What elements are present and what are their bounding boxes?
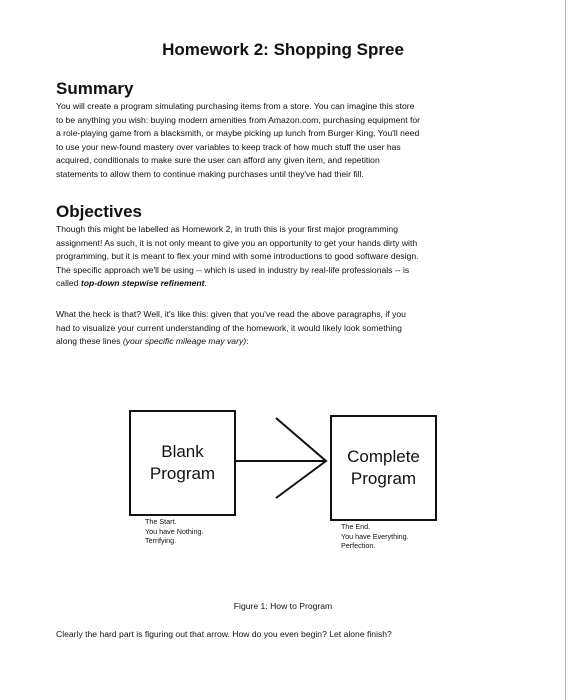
figure-caption: Figure 1: How to Program [233,601,333,611]
objectives-paragraph [56,223,511,291]
summary-line: statements to allow them to continue making purchases until they've had their fill. [56,168,364,179]
heck-line [56,335,511,349]
summary-line: acquired, conditionals to make sure the user can afford any given item, and repetition [56,155,380,166]
objectives-heading: Objectives [56,202,142,221]
emphasis-text: top-down stepwise refinement [80,278,205,289]
page-edge [565,0,566,700]
arrow-icon [236,414,332,500]
objectives-line-prefix: called [56,278,81,289]
objectives-line: The specific approach we'll be using -- which is used in industry by real-life professionals -- is [56,264,410,275]
blank-box-line: Program [149,464,216,483]
summary-line: You will create a program simulating purchasing items from a store. You can imagine this store [56,101,415,111]
end-note-line: Perfection. [341,541,376,551]
closing-paragraph: Clearly the hard part is figuring out that arrow. How do you even begin? Let alone finish? [56,629,392,639]
end-note-line: You have Everything. [341,531,409,541]
end-note-line: The End. [341,522,371,531]
summary-line: a role-playing game from a blacksmith, or maybe picking up lunch from Burger King. You'll need [56,128,420,139]
blank-program-box [129,410,236,516]
objectives-line: Though this might be labelled as Homework 2, in truth this is your first major programming [56,224,398,234]
heck-line-suffix: : [246,336,249,347]
start-note [145,517,203,546]
heck-line-prefix: along these lines [56,336,123,347]
summary-line: to be anything you wish: buying modern amenities from Amazon.com, purchasing equipment for [56,114,420,125]
start-note-line: The Start. [145,517,177,526]
objectives-line [56,277,511,291]
complete-program-box [330,415,437,521]
blank-box-line: Blank [161,442,204,461]
heck-line: had to visualize your current understanding of the homework, it would likely look something [56,322,402,333]
summary-heading: Summary [56,79,134,98]
document-title: Homework 2: Shopping Spree [162,40,404,59]
complete-box-line: Complete [347,447,420,466]
objectives-line: assignment! As such, it is not only meant to give you an opportunity to get your hands dirty with [56,237,418,248]
start-note-line: You have Nothing. [145,526,204,536]
end-note [341,522,409,551]
heck-paragraph [56,308,511,349]
start-note-line: Terrifying. [145,536,177,546]
heck-line: What the heck is that? Well, it's like this: given that you've read the above paragraphs, if you [56,309,406,319]
objectives-line-suffix: . [204,278,207,289]
complete-box-line: Program [350,469,417,488]
objectives-line: programming, but it is meant to flex your mind with some introductions to good software design. [56,251,419,262]
summary-paragraph [56,100,511,182]
mileage-text: (your specific mileage may vary) [122,336,247,347]
summary-line: to use your new-found mastery over variables to keep track of how much stuff the user has [56,141,401,152]
